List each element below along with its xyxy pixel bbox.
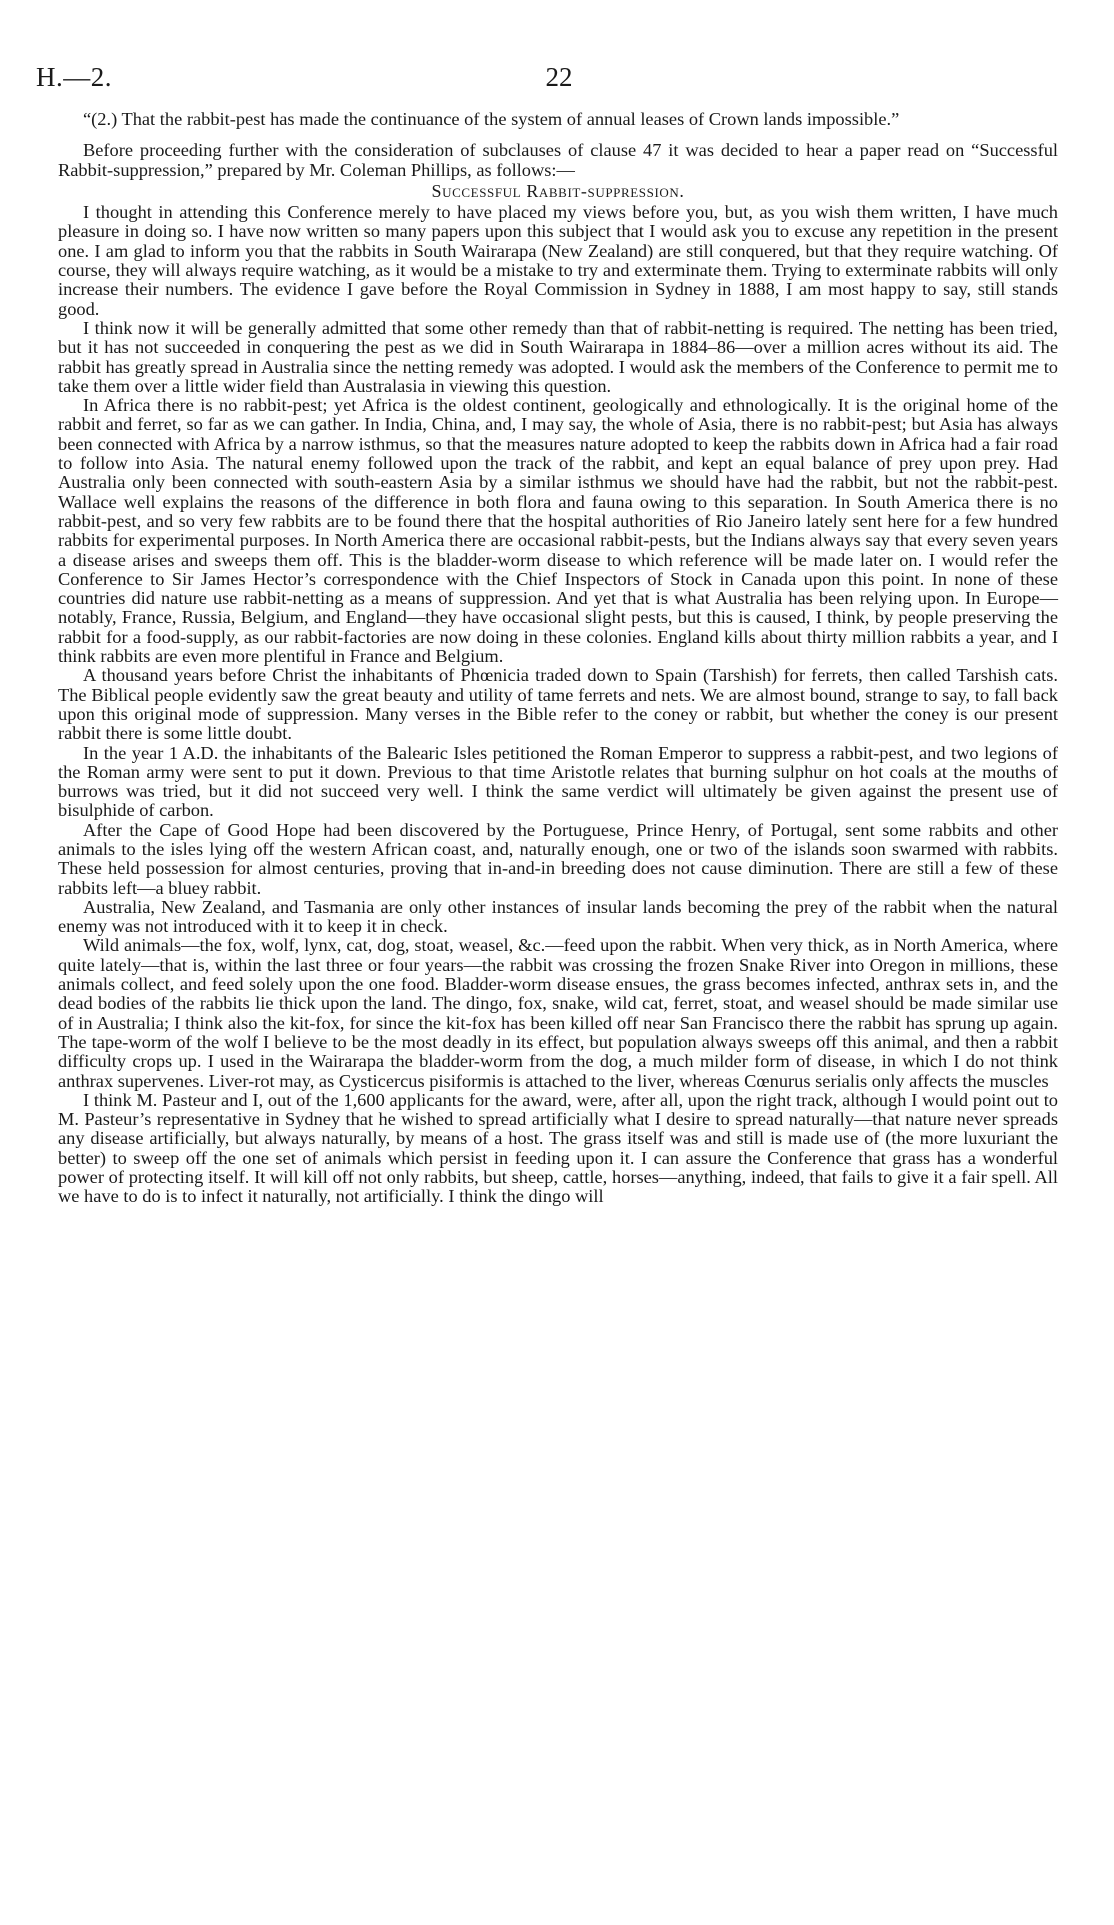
paragraph: Australia, New Zealand, and Tasmania are only other instances of insular lands becoming the prey of the rabbit when the natural enemy was not introduced with it to keep it in check. — [58, 896, 1058, 937]
quoted-resolution: “(2.) That the rabbit-pest has made the continuance of the system of annual leases of Crown lands impossible.” — [83, 109, 900, 129]
paragraph: Wild animals—the fox, wolf, lynx, cat, dog, stoat, weasel, &c.—feed upon the rabbit. When very thick, as in North America, where quite lately—that is, within the last three or four years—the rabbit was crossing the frozen Snake River into Oregon in millions, these animals collect, and feed solely upon the one food. Bladder-worm disease ensues, the grass becomes infected, anthrax sets in, and the dead bodies of the rabbits lie thick upon the land. The dingo, fox, snake, wild cat, ferret, stoat, and weasel should be made similar use of in Australia; I think also the kit-fox, for since the kit-fox has been killed off near San Francisco there the rabbit has sprung up again. The tape-worm of the wolf I believe to be the most deadly in its effect, but population always sweeps off this animal, and then a rabbit difficulty crops up. I used in the Wairarapa the bladder-worm from the dog, a much milder form of disease, in which I do not think anthrax supervenes. Liver-rot may, as Cysticercus pisiformis is attached to the liver, whereas Cœnurus serialis only affects the muscles — [58, 935, 1058, 1091]
paragraph: I thought in attending this Conference merely to have placed my views before you, but, as you wish them written, I have much pleasure in doing so. I have now written so many papers upon this subject that I would ask you to excuse any repetition in the present one. I am glad to inform you that the rabbits in South Wairarapa (New Zealand) are still conquered, but that they require watching. Of course, they will always require watching, as it would be a mistake to try and exterminate them. Trying to exterminate rabbits will only increase their numbers. The evidence I gave before the Royal Commission in Sydney in 1888, I am most happy to say, still stands good. — [58, 202, 1058, 319]
page-header — [36, 62, 1082, 92]
paragraph: After the Cape of Good Hope had been discovered by the Portuguese, Prince Henry, of Portugal, sent some rabbits and other animals to the isles lying off the western African coast, and, naturally enough, one or two of the islands soon swarmed with rabbits. These held possession for almost centuries, proving that in-and-in breeding does not cause diminution. There are still a few of these rabbits left—a bluey rabbit. — [58, 819, 1058, 898]
paragraph: I think M. Pasteur and I, out of the 1,600 applicants for the award, were, after all, upon the right track, although I would point out to M. Pasteur’s representative in Sydney that he wished to spread artificially what I desire to spread naturally—that nature never spreads any disease artificially, but always naturally, by means of a host. The grass itself was and still is made use of (the more luxuriant the better) to sweep off the one set of animals which persist in feeding upon it. I can assure the Conference that grass has a wonderful power of protecting itself. It will kill off not only rabbits, but sheep, cattle, horses—anything, indeed, that fails to give it a fair spell. All we have to do is to infect it naturally, not artificially. I think the dingo will — [58, 1089, 1058, 1207]
section-heading: Successful Rabbit-suppression. — [431, 180, 685, 201]
document-reference: H.—2. — [36, 62, 112, 92]
paragraph: I think now it will be generally admitted that some other remedy than that of rabbit-netting is required. The netting has been tried, but it has not succeeded in conquering the pest as we did in South Wairarapa in 1884–86—over a million acres without its aid. The rabbit has greatly spread in Australia since the netting remedy was adopted. I would ask the members of the Conference to permit me to take them over a little wider field than Australasia in viewing this question. — [58, 317, 1058, 396]
intro-paragraph: Before proceeding further with the consideration of subclauses of clause 47 it was decided to hear a paper read on “Successful Rabbit-suppression,” prepared by Mr. Coleman Phillips, as follows:— — [58, 140, 1058, 180]
paragraph: In Africa there is no rabbit-pest; yet Africa is the oldest continent, geologically and ethnologically. It is the original home of the rabbit and ferret, so far as we can gather. In India, China, and, I may say, the whole of Asia, there is no rabbit-pest; but Asia has always been connected with Africa by a narrow isthmus, so that the measures nature adopted to keep the rabbits down in Africa had a fair road to follow into Asia. The natural enemy followed upon the track of the rabbit, and kept an equal balance of prey upon prey. Had Australia only been connected with south-eastern Asia by a similar isthmus we should have had the rabbit, but not the rabbit-pest. Wallace well explains the reasons of the difference in both flora and fauna owing to this separation. In South America there is no rabbit-pest, and so very few rabbits are to be found there that the hospital authorities of Rio Janeiro lately sent here for a few hundred rabbits for experimental purposes. In North America there are occasional rabbit-pests, but the Indians always say that every seven years a disease arises and sweeps them off. This is the bladder-worm disease to which reference will be made later on. I would refer the Conference to Sir James Hector’s correspondence with the Chief Inspectors of Stock in Canada upon this point. In none of these countries did nature use rabbit-netting as a means of suppression. And yet that is what Australia has been relying upon. In Europe—notably, France, Russia, Belgium, and England—they have occasional slight pests, but this is caused, I think, by people preserving the rabbit for a food-supply, as our rabbit-factories are now doing in these colonies. England kills about thirty million rabbits a year, and I think rabbits are even more plentiful in France and Belgium. — [58, 395, 1058, 667]
paragraph: A thousand years before Christ the inhabitants of Phœnicia traded down to Spain (Tarshish) for ferrets, then called Tarshish cats. The Biblical people evidently saw the great beauty and utility of tame ferrets and nets. We are almost bound, strange to say, to fall back upon this original mode of suppression. Many verses in the Bible refer to the coney or rabbit, but whether the coney is our present rabbit there is some little doubt. — [58, 665, 1058, 744]
document-body — [58, 110, 1058, 1207]
page-number: 22 — [545, 62, 573, 92]
paragraph: In the year 1 A.D. the inhabitants of the Balearic Isles petitioned the Roman Emperor to suppress a rabbit-pest, and two legions of the Roman army were sent to put it down. Previous to that time Aristotle relates that burning sulphur on hot coals at the mouths of burrows was tried, but it did not succeed very well. I think the same verdict will ultimately be given against the present use of bisulphide of carbon. — [58, 742, 1058, 821]
